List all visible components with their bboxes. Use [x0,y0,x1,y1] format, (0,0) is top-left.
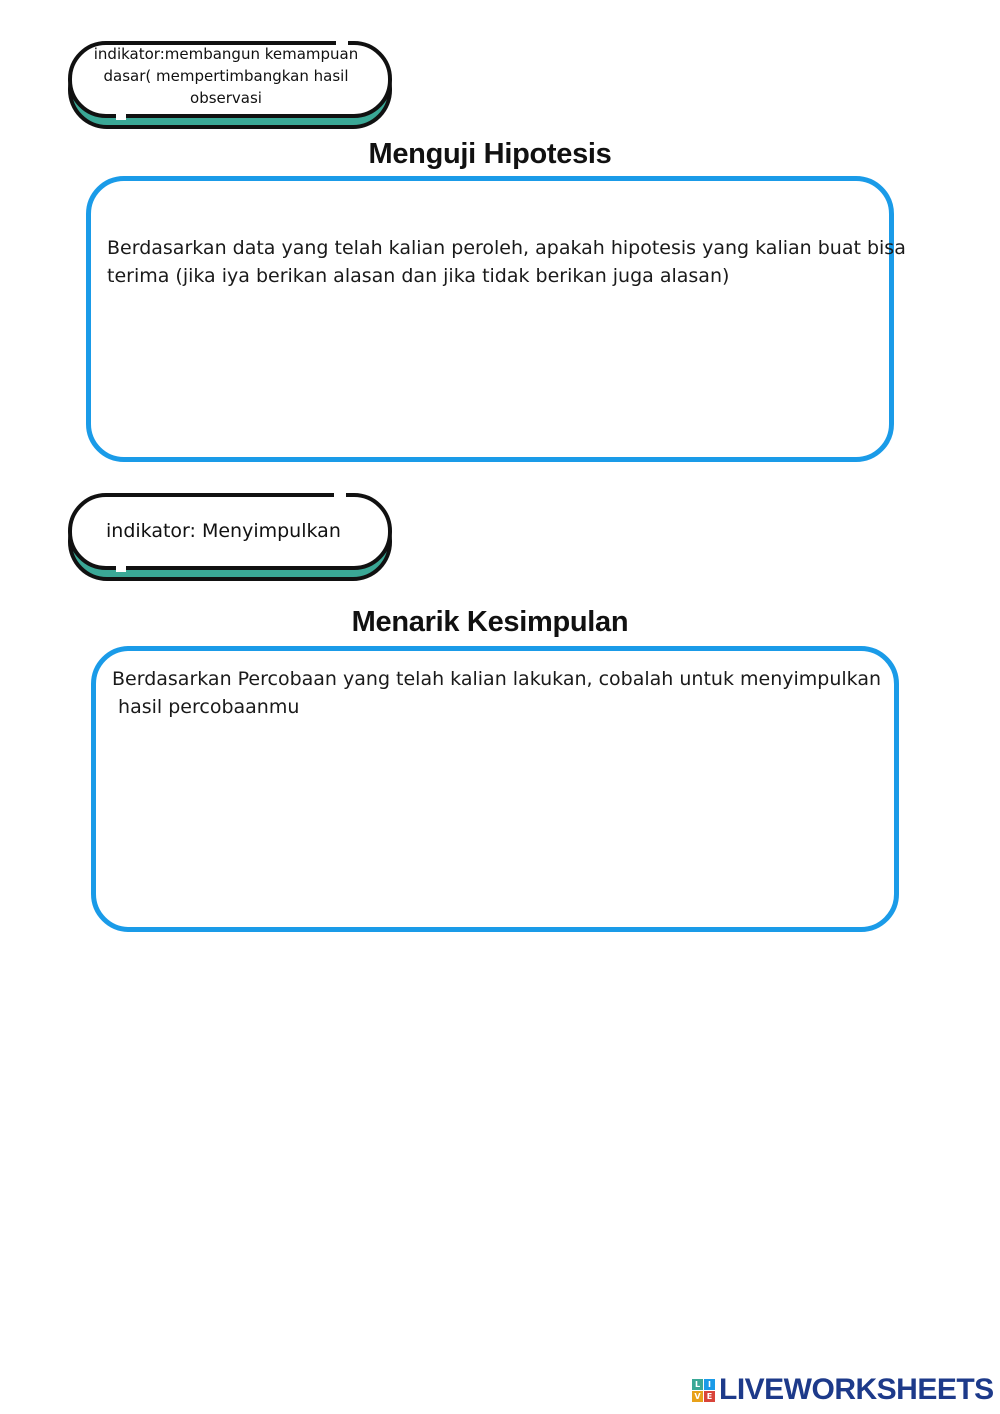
section-title-hipotesis: Menguji Hipotesis [368,138,612,170]
prompt-text-kesimpulan: Berdasarkan Percobaan yang telah kalian lakukan, cobalah untuk menyimpulkan hasil percobaanmu [112,668,881,718]
logo-letter-v: V [692,1391,703,1402]
logo-mark-icon [692,1379,715,1402]
liveworksheets-logo [692,1374,994,1406]
prompt-text-hipotesis: Berdasarkan data yang telah kalian peroleh, apakah hipotesis yang kalian buat bisa terima (jika iya berikan alasan dan jika tidak berikan juga alasan) [107,237,906,287]
section-title-kesimpulan: Menarik Kesimpulan [351,606,629,638]
brand-name: LIVEWORKSHEETS [719,1373,994,1406]
answer-box-hipotesis[interactable] [86,176,906,462]
indicator-badge-2 [66,492,396,586]
logo-letter-l: L [692,1379,703,1390]
logo-letter-e: E [704,1391,715,1402]
indicator-text-1: indikator:membangun kemampuan dasar( mempertimbangkan hasil observasi [93,45,359,107]
logo-letter-i: I [704,1379,715,1390]
indicator-badge-1 [66,40,396,134]
indicator-text-2: indikator: Menyimpulkan [106,520,341,542]
answer-box-kesimpulan[interactable] [91,646,899,932]
